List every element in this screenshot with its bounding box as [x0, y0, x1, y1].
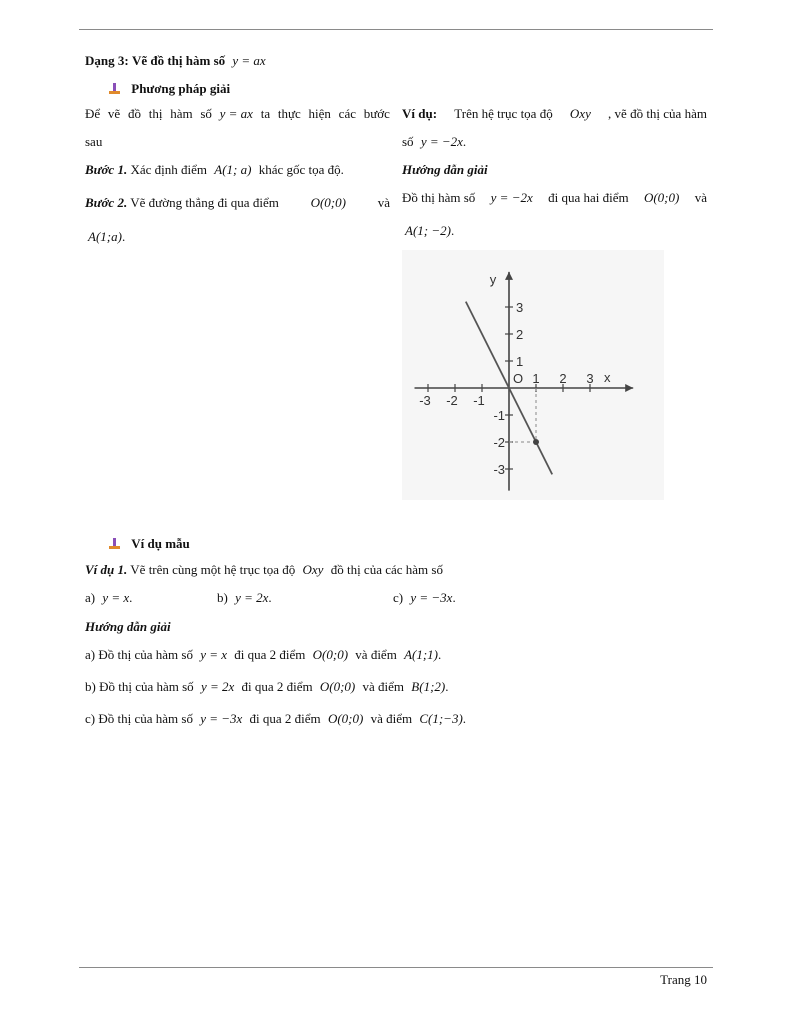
method-step-1: [85, 162, 344, 178]
method-word: vẽ: [107, 106, 121, 121]
example-solution-cont: [405, 223, 454, 239]
y-tick-label: -3: [493, 462, 505, 477]
example-guide-title: Hướng dẫn giải: [402, 162, 488, 177]
method-word: hiện: [308, 106, 331, 121]
example-line-2-pre: số: [402, 134, 414, 149]
solution-c: [85, 711, 466, 727]
step-2-end: .: [121, 229, 126, 244]
y-tick-label: -1: [493, 408, 505, 423]
method-word: thực: [277, 106, 301, 121]
example-solution: [402, 190, 707, 206]
section-method-title: Phương pháp giải: [131, 81, 231, 96]
step-1-point: A(1; a): [214, 162, 252, 177]
footer-rule: [79, 967, 713, 968]
example-text: Trên hệ trục tọa độ: [454, 106, 553, 121]
method-word: số: [200, 106, 212, 121]
solution-b: [85, 679, 448, 695]
example-1-text-2: đồ thị của các hàm số: [330, 562, 443, 577]
example-axes: Oxy: [569, 106, 591, 121]
method-word: các: [338, 106, 356, 121]
method-word: hàm: [170, 106, 193, 121]
function-graph: [402, 250, 664, 500]
solution-label: c): [85, 711, 96, 726]
option-formula: y = x: [102, 590, 130, 605]
option-end: .: [452, 590, 456, 605]
solution-mid: đi qua 2 điểm: [249, 711, 321, 726]
solution-end: .: [450, 223, 455, 238]
step-1-text: Xác định điểm: [130, 162, 208, 177]
option-b: [217, 590, 272, 606]
option-end: .: [129, 590, 133, 605]
step-2-point: O(0;0): [310, 195, 346, 210]
x-axis-arrow: [625, 384, 633, 392]
x-axis-label: x: [603, 370, 611, 385]
section-method: [109, 81, 230, 97]
step-2-and: và: [377, 195, 390, 210]
solution-point-1: O(0;0): [327, 711, 364, 726]
bullet-icon: [109, 83, 120, 94]
method-word: đồ: [127, 106, 141, 121]
option-c: [393, 590, 456, 606]
option-label: b): [217, 590, 228, 605]
step-2-label: Bước 2.: [85, 195, 128, 210]
point-a: [533, 439, 539, 445]
solution-mid: đi qua 2 điểm: [241, 679, 313, 694]
section-examples-title: Ví dụ mẫu: [131, 536, 190, 551]
solution-point-1: O(0;0): [643, 190, 680, 205]
option-end: .: [268, 590, 272, 605]
solution-point-2: A(1; −2): [405, 223, 451, 238]
x-tick-label: -1: [473, 393, 485, 408]
solution-pre: Đồ thị hàm số: [402, 190, 476, 205]
example-line-2: [402, 134, 466, 150]
example-1-text: Vẽ trên cùng một hệ trục tọa độ: [130, 562, 296, 577]
method-word: Để: [85, 106, 101, 121]
step-1-tail: khác gốc tọa độ.: [258, 162, 344, 177]
option-formula: y = −3x: [410, 590, 453, 605]
origin-label: O: [513, 371, 524, 386]
y-tick-label: 2: [516, 327, 524, 342]
solution-point-1: O(0;0): [319, 679, 356, 694]
y-axis-label: y: [489, 271, 497, 287]
method-line-1: [85, 106, 390, 122]
solution-text: Đồ thị của hàm số: [99, 679, 194, 694]
section-examples: [109, 536, 190, 552]
method-line-2: sau: [85, 134, 103, 149]
y-tick-label: -2: [493, 435, 505, 450]
solution-and: và điểm: [355, 647, 397, 662]
lesson-heading: [85, 53, 266, 69]
solution-text: Đồ thị của hàm số: [98, 711, 193, 726]
option-a: [85, 590, 132, 606]
bullet-icon: [109, 538, 120, 549]
x-tick-label: 3: [586, 371, 594, 386]
example-1-guide-title: Hướng dẫn giải: [85, 619, 171, 634]
solution-formula: y = −3x: [200, 711, 243, 726]
example-1-label: Ví dụ 1.: [85, 562, 128, 577]
solution-a: [85, 647, 441, 663]
method-formula: y = ax: [219, 106, 253, 121]
step-2-point-2: A(1;a): [88, 229, 122, 244]
example-1-axes: Oxy: [302, 562, 324, 577]
solution-and: và: [694, 190, 707, 205]
example-text-2: , vẽ đồ thị của hàm: [608, 106, 707, 121]
solution-end: .: [462, 711, 467, 726]
heading-text: Vẽ đồ thị hàm số: [131, 53, 226, 68]
method-word: thị: [148, 106, 163, 121]
example-formula: y = −2x: [420, 134, 463, 149]
example-1-statement: [85, 562, 443, 578]
option-label: c): [393, 590, 404, 605]
solution-text: Đồ thị của hàm số: [98, 647, 193, 662]
solution-end: .: [438, 647, 442, 662]
header-rule: [79, 29, 713, 30]
x-tick-label: -3: [419, 393, 431, 408]
method-step-2: [85, 195, 390, 211]
x-tick-label: 1: [532, 371, 540, 386]
solution-and: và điểm: [362, 679, 405, 694]
step-1-label: Bước 1.: [85, 162, 128, 177]
option-formula: y = 2x: [235, 590, 269, 605]
step-2-text: Vẽ đường thẳng đi qua điểm: [130, 195, 279, 210]
solution-point-2: B(1;2): [411, 679, 446, 694]
method-word: ta: [260, 106, 271, 121]
solution-point-2: C(1;−3): [419, 711, 463, 726]
solution-point-1: O(0;0): [312, 647, 349, 662]
solution-formula: y = −2x: [490, 190, 533, 205]
solution-label: b): [85, 679, 96, 694]
x-tick-label: 2: [559, 371, 567, 386]
solution-mid: đi qua 2 điểm: [234, 647, 306, 662]
solution-mid: đi qua hai điểm: [548, 190, 629, 205]
solution-point-2: A(1;1): [404, 647, 438, 662]
example-line-1: [402, 106, 707, 122]
method-step-2-cont: [88, 229, 125, 245]
heading-label: Dạng 3:: [85, 53, 129, 68]
x-tick-label: -2: [446, 393, 458, 408]
example-line-2-end: .: [462, 134, 467, 149]
y-axis-arrow: [505, 272, 513, 280]
y-tick-label: 3: [516, 300, 524, 315]
solution-formula: y = x: [200, 647, 228, 662]
option-label: a): [85, 590, 96, 605]
solution-end: .: [445, 679, 449, 694]
example-label: Ví dụ:: [402, 106, 438, 121]
y-tick-label: 1: [516, 354, 524, 369]
method-word: bước: [363, 106, 390, 121]
solution-and: và điểm: [370, 711, 413, 726]
heading-formula: y = ax: [232, 53, 266, 68]
solution-formula: y = 2x: [200, 679, 235, 694]
page-number: Trang 10: [660, 972, 707, 987]
solution-label: a): [85, 647, 96, 662]
